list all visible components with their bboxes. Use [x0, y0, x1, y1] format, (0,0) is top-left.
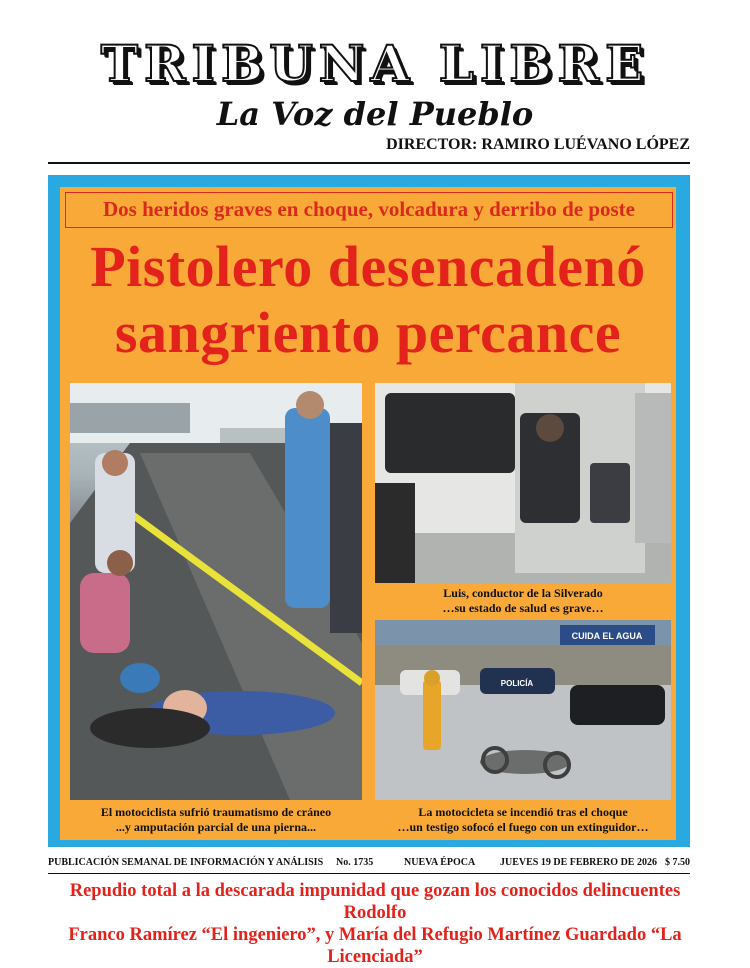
- issue-date: JUEVES 19 DE FEBRERO DE 2026: [500, 857, 657, 868]
- issue-price: $ 7.50: [665, 857, 690, 868]
- photo-burned-motorcycle: [375, 620, 671, 800]
- masthead-divider: [48, 162, 690, 164]
- sign-text: CUIDA EL AGUA: [571, 631, 643, 641]
- caption-top-right-photo: [375, 586, 671, 616]
- firefighter: [423, 680, 441, 750]
- headline-line-1: Pistolero desencadenó: [90, 234, 646, 299]
- main-headline: [60, 234, 676, 366]
- caption-left-line-2: ...y amputación parcial de una pierna...: [115, 820, 317, 834]
- police-text: POLICÍA: [500, 679, 534, 688]
- masthead: [0, 0, 750, 170]
- bottom-headline-line-1: Repudio total a la descarada impunidad que gozan los conocidos delincuentes Rodolfo: [69, 881, 681, 923]
- info-divider: [48, 873, 690, 874]
- truck-illustration: [375, 383, 671, 583]
- headline-line-2: sangriento percance: [114, 300, 622, 365]
- publication-type: PUBLICACIÓN SEMANAL DE INFORMACIÓN Y ANÁLISIS: [48, 857, 324, 868]
- caption-tr-line-1: Luis, conductor de la Silverado: [443, 586, 603, 600]
- photo-injured-motorcyclist: [70, 383, 362, 800]
- photo-silverado-driver: [375, 383, 671, 583]
- headline-kicker: Dos heridos graves en choque, volcadura y derribo de poste: [65, 192, 673, 228]
- caption-left-photo: [70, 805, 362, 835]
- caption-br-line-2: …un testigo sofocó el fuego con un extinguidor…: [397, 820, 649, 834]
- epoch-label: NUEVA ÉPOCA: [404, 857, 476, 868]
- caption-tr-line-2: …su estado de salud es grave…: [442, 601, 604, 615]
- director-credit: DIRECTOR: RAMIRO LUÉVANO LÓPEZ: [386, 136, 690, 153]
- scene-illustration: [70, 383, 362, 800]
- street-illustration: [375, 620, 671, 800]
- publication-info-bar: [48, 855, 690, 871]
- newspaper-title: TRIBUNA LIBRE: [100, 34, 650, 93]
- caption-bottom-right-photo: [375, 805, 671, 835]
- caption-br-line-1: La motocicleta se incendió tras el choque: [418, 805, 628, 819]
- caption-left-line-1: El motociclista sufrió traumatismo de cráneo: [100, 805, 332, 819]
- issue-number: No. 1735: [336, 857, 374, 868]
- newspaper-slogan: La Voz del Pueblo: [216, 95, 534, 133]
- bottom-headline-line-2: Franco Ramírez “El ingeniero”, y María del Refugio Martínez Guardado “La Licenciada”: [68, 925, 682, 967]
